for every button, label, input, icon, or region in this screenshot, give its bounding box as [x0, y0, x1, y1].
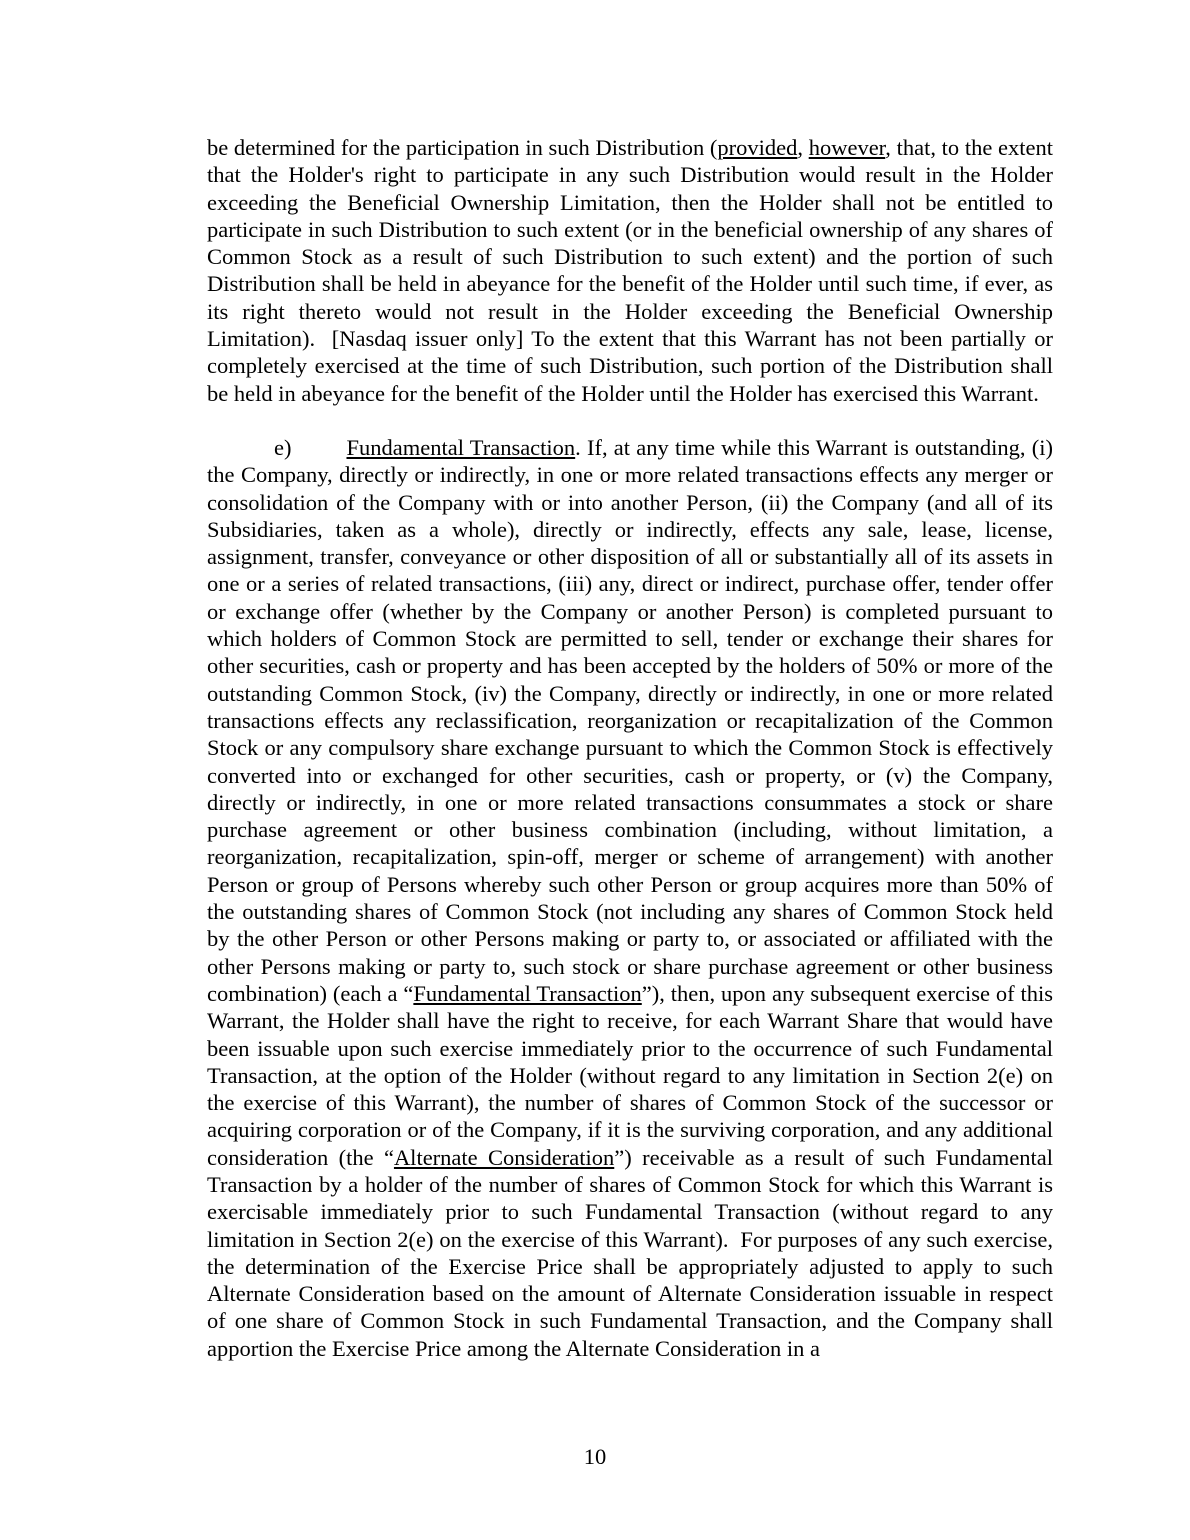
paragraph-fundamental-transaction [207, 434, 1053, 1362]
underlined-term: provided [717, 135, 798, 160]
text-run: , [797, 135, 809, 160]
underlined-term: Fundamental Transaction [346, 434, 576, 460]
underlined-term: however [808, 135, 886, 160]
text-run: ”) receivable as a result of such Fundamental Transaction by a holder of the number of shares of Common Stock for which this Warrant is exercisable immediately prior to such Fundamental Transaction (without regard to any limitation in Section 2(e) on the exercise of this Warrant). For purposes of any such exercise, the determination of the Exercise Price shall be appropriately adjusted to apply to such Alternate Consideration based on the amount of Alternate Consideration issuable in respect of one share of Common Stock in such Fundamental Transaction, and the Company shall apportion the Exercise Price among the Alternate Consideration in a [207, 1144, 1053, 1361]
text-run: . If, at any time while this Warrant is outstanding, (i) the Company, directly or indirectly, in one or more related transactions effects any merger or consolidation of the Company with or into another Person, (ii) the Company (and all of its Subsidiaries, taken as a whole), directly or indirectly, effects any sale, lease, license, assignment, transfer, conveyance or other disposition of all or substantially all of its assets in one or a series of related transactions, (iii) any, direct or indirect, purchase offer, tender offer or exchange offer (whether by the Company or another Person) is completed pursuant to which holders of Common Stock are permitted to sell, tender or exchange their shares for other securities, cash or property and has been accepted by the holders of 50% or more of the outstanding Common Stock, (iv) the Company, directly or indirectly, in one or more related transactions effects any reclassification, reorganization or recapitalization of the Common Stock or any compulsory share exchange pursuant to which the Common Stock is effectively converted into or exchanged for other securities, cash or property, or (v) the Company, directly or indirectly, in one or more related transactions consummates a stock or share purchase agreement or other business combination (including, without limitation, a reorganization, recapitalization, spin-off, merger or scheme of arrangement) with another Person or group of Persons whereby such other Person or group acquires more than 50% of the outstanding shares of Common Stock (not including any shares of Common Stock held by the other Person or other Persons making or party to, or associated or affiliated with the other Persons making or party to, such stock or share purchase agreement or other business combination) (each a “ [207, 434, 1053, 1006]
underlined-term: Alternate Consideration [393, 1144, 615, 1170]
text-run: be determined for the participation in such Distribution ( [207, 135, 718, 160]
document-body [207, 134, 1053, 1362]
text-run: e) [274, 434, 292, 460]
underlined-term: Fundamental Transaction [413, 980, 642, 1006]
text-run: , that, to the extent that the Holder's right to participate in any such Distribution would result in the Holder exceeding the Beneficial Ownership Limitation, then the Holder shall not be entitled to participate in such Distribution to such extent (or in the beneficial ownership of any shares of Common Stock as a result of such Distribution to such extent) and the portion of such Distribution shall be held in abeyance for the benefit of the Holder until such time, if ever, as its right thereto would not result in the Holder exceeding the Beneficial Ownership Limitation). [Nasdaq issuer only] To the extent that this Warrant has not been partially or completely exercised at the time of such Distribution, such portion of the Distribution shall be held in abeyance for the benefit of the Holder until the Holder has exercised this Warrant. [207, 135, 1053, 406]
text-run: ”), then, upon any subsequent exercise of this Warrant, the Holder shall have the right to receive, for each Warrant Share that would have been issuable upon such exercise immediately prior to the occurrence of such Fundamental Transaction, at the option of the Holder (without regard to any limitation in Section 2(e) on the exercise of this Warrant), the number of shares of Common Stock of the successor or acquiring corporation or of the Company, if it is the surviving corporation, and any additional consideration (the “ [207, 980, 1053, 1170]
paragraph-distribution-abeyance [207, 134, 1053, 407]
page-number: 10 [583, 1444, 607, 1469]
